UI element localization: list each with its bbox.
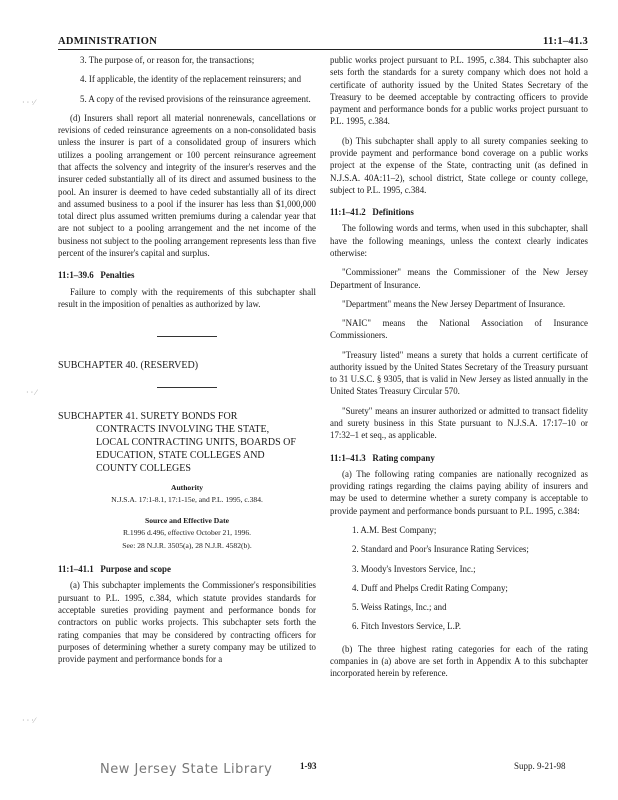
source-line: See: 28 N.J.R. 3505(a), 28 N.J.R. 4582(b). bbox=[122, 540, 252, 550]
header-section: ADMINISTRATION bbox=[58, 36, 158, 47]
header-citation: 11:1–41.3 bbox=[543, 36, 588, 47]
rating-item: 5. Weiss Ratings, Inc.; and bbox=[352, 602, 447, 613]
subchapter-41-line: SUBCHAPTER 41. SURETY BONDS FOR bbox=[58, 410, 238, 422]
subchapter-41-line: EDUCATION, STATE COLLEGES AND bbox=[96, 449, 265, 461]
definition: "Treasury listed" means a surety that holds a current certificate of authority issued by the United States Secretary of the Treasury pursuant to 31 U.S.C. § 9305, that is valid in New Jersey as listed annually in the United States Treasury Circular 570. bbox=[330, 349, 588, 397]
source-heading: Source and Effective Date bbox=[144, 515, 229, 525]
section-text: (b) The three highest rating categories for each of the rating companies in (a) above are set forth in Appendix A to this subchapter incorporated herein by reference. bbox=[330, 643, 588, 679]
list-item: 4. If applicable, the identity of the replacement reinsurers; and bbox=[80, 74, 302, 85]
section-title: Rating company bbox=[372, 452, 435, 463]
list-item: 3. The purpose of, or reason for, the transactions; bbox=[80, 55, 255, 65]
section-heading bbox=[58, 269, 316, 281]
subchapter-40-title: SUBCHAPTER 40. (RESERVED) bbox=[58, 360, 199, 372]
section-title: Purpose and scope bbox=[100, 564, 171, 575]
rating-item: 6. Fitch Investors Service, L.P. bbox=[352, 621, 461, 632]
authority-heading: Authority bbox=[170, 482, 204, 492]
divider bbox=[157, 387, 217, 388]
authority-text: N.J.S.A. 17:1-8.1, 17:1-15e, and P.L. 1995, c.384. bbox=[111, 495, 263, 505]
section-number: 11:1–41.3 bbox=[330, 452, 366, 463]
definition: "Surety" means an insurer authorized or admitted to transact fidelity and surety business in this State pursuant to N.J.S.A. 17:17–10 or 17:32–1 et seq., as applicable. bbox=[330, 405, 588, 441]
section-number: 11:1–41.1 bbox=[58, 564, 94, 575]
section-heading bbox=[330, 206, 588, 218]
divider bbox=[157, 336, 217, 337]
section-heading bbox=[58, 563, 316, 575]
subchapter-41-line: CONTRACTS INVOLVING THE STATE, bbox=[96, 423, 270, 435]
margin-mark: · ‧ ⁄ bbox=[26, 388, 37, 397]
source-line: R.1996 d.496, effective October 21, 1996. bbox=[122, 528, 252, 538]
section-title: Definitions bbox=[372, 207, 414, 218]
section-text: (a) This subchapter implements the Commissioner's responsibilities pursuant to P.L. 1995, c.384, which statute provides standards for acceptable sureties providing payment and performance bonds for contractors on public works projects. This subchapter sets forth the rating companies that may be considered by contracting officers for purposes of determining whether a surety company may be utilized to provide payment and performance bonds for a bbox=[58, 580, 316, 665]
supplement-date: Supp. 9-21-98 bbox=[514, 761, 566, 771]
library-watermark: New Jersey State Library bbox=[100, 762, 273, 777]
definition: "Department" means the New Jersey Department of Insurance. bbox=[342, 298, 566, 309]
right-column bbox=[330, 54, 588, 687]
paragraph-continued: public works project pursuant to P.L. 1995, c.384. This subchapter also sets forth the standards for a surety company which does not hold a certificate of authority issued by the United States Secretary of the Treasury to be deemed acceptable by contracting officers to provide payment and performance bonds for a public works project pursuant to P.L. 1995, c.384. bbox=[330, 55, 588, 127]
rating-item: 4. Duff and Phelps Credit Rating Company; bbox=[352, 582, 508, 593]
subchapter-41-line: COUNTY COLLEGES bbox=[96, 462, 191, 474]
subchapter-41-line: LOCAL CONTRACTING UNITS, BOARDS OF bbox=[96, 436, 296, 448]
subchapter-41-title bbox=[58, 410, 316, 475]
section-number: 11:1–41.2 bbox=[330, 207, 366, 218]
list-item: 5. A copy of the revised provisions of the reinsurance agreement. bbox=[80, 93, 311, 104]
section-text: Failure to comply with the requirements of this subchapter shall result in the imposition of penalties as authorized by law. bbox=[58, 286, 316, 309]
definition: "NAIC" means the National Association of Insurance Commissioners. bbox=[330, 318, 588, 341]
section-number: 11:1–39.6 bbox=[58, 270, 94, 281]
margin-mark: · ‧ ·⁄ bbox=[22, 98, 36, 107]
section-text: (a) The following rating companies are nationally recognized as providing ratings regarding the claims paying ability of insurers and may be used to determine whether a surety company is acceptable to provide payment and performance bonds pursuant to P.L. 1995, c.384: bbox=[330, 468, 588, 516]
rating-item: 1. A.M. Best Company; bbox=[352, 525, 437, 535]
section-title: Penalties bbox=[100, 270, 135, 281]
paragraph-b: (b) This subchapter shall apply to all surety companies seeking to provide payment and performance bond coverage on a public works project at the expense of the State, contracting unit (as defined in N.J.S.A. 40A:11–2), school district, State college or county college, subject to P.L. 1995, c.384. bbox=[330, 135, 588, 195]
running-header bbox=[58, 36, 588, 50]
rating-item: 3. Moody's Investors Service, Inc.; bbox=[352, 563, 476, 574]
page-number: 1-93 bbox=[300, 761, 317, 771]
margin-mark: · ‧ ·⁄ bbox=[22, 716, 36, 725]
rating-item: 2. Standard and Poor's Insurance Rating Services; bbox=[352, 544, 529, 555]
left-column bbox=[58, 54, 316, 672]
paragraph-d: (d) Insurers shall report all material nonrenewals, cancellations or revisions of ceded reinsurance agreements on a non-consolidated basis unless the insurer is part of a consolidated group of insurers which utilizes a pooling arrangement or 100 percent reinsurance agreement that affects the solvency and integrity of the insurer's reserves and the insurer ceded substantially all of its direct and assumed business to the pool. An insurer is deemed to have ceded substantially all of its direct and assumed business to a pool if the insurer has less than $1,000,000 total direct plus assumed written premiums during a calendar year that are not subject to a pooling arrangement and the net income of the business not subject to the pooling arrangement represents less than five percent of the insurer's capital and surplus. bbox=[58, 112, 316, 258]
section-text: The following words and terms, when used in this subchapter, shall have the following meanings, unless the context clearly indicates otherwise: bbox=[330, 223, 588, 258]
section-heading bbox=[330, 452, 588, 464]
definition: "Commissioner" means the Commissioner of the New Jersey Department of Insurance. bbox=[330, 267, 588, 290]
